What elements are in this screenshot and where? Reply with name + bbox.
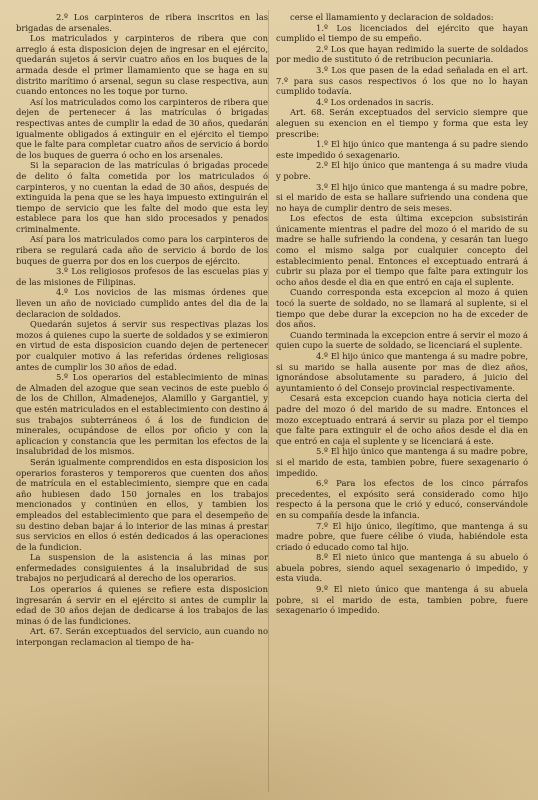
left-column-paragraph: 3.º Los religiosos profesos de las escuelas pias y de las misiones de Filipinas.	[16, 266, 268, 287]
right-column-paragraph: 7.º El hijo único, ilegítimo, que mantenga á su madre pobre, que fuere célibe ó viuda, habiéndole esta criado ó educado como tal hijo.	[276, 520, 528, 552]
right-column-paragraph: 5.º El hijo único que mantenga á su madre pobre, si el marido de esta, tambien pobre, fuere sexagenario ó impedido.	[276, 446, 528, 478]
right-column-paragraph: Cuando corresponda esta excepcion al mozo á quien tocó la suerte de soldado, no se llamará al suplente, si el tiempo que debe durar la excepcion no ha de exceder de dos años.	[276, 287, 528, 330]
right-column-paragraph: 8.º El nieto único que mantenga á su abuelo ó abuela pobres, siendo aquel sexagenario ó impedido, y esta viuda.	[276, 552, 528, 584]
left-column-paragraph: Así para los matriculados como para los carpinteros de ribera se regulará cada año de servicio á bordo de los buques de guerra por dos en los cuerpos de ejército.	[16, 234, 268, 266]
right-column-paragraph: Cuando terminada la excepcion entre á servir el mozo á quien cupo la suerte de soldado, se licenciará el suplente.	[276, 329, 528, 351]
right-column-paragraph: 1.º El hijo único que mantenga á su padre siendo este impedido ó sexagenario.	[276, 139, 528, 160]
right-column-paragraph: Art. 68. Serán exceptuados del servicio siempre que aleguen su exencion en el tiempo y forma que esta ley prescribe:	[276, 107, 528, 139]
right-column	[276, 12, 528, 792]
left-column	[16, 12, 268, 792]
right-column-paragraph: Los efectos de esta última excepcion subsistirán únicamente mientras el padre del mozo ó el marido de su madre se halle sufriendo la condena, y cesarán tan luego como el mismo salga por cualquier concepto del establecimiento penal. Entonces el exceptuado entrará á cubrir su plaza por el tiempo que falte para extinguir los ocho años desde el dia en que entró en caja el suplente.	[276, 213, 528, 287]
right-column-paragraph: 9.º El nieto único que mantenga á su abuela pobre, si el marido de esta, tambien pobre, fuere sexagenario ó impedido.	[276, 584, 528, 616]
right-column-paragraph: 4.º Los ordenados in sacris.	[316, 96, 434, 107]
left-column-paragraph: 5.º Los operarios del establecimiento de minas de Almaden del azogue que sean vecinos de este pueblo ó de los de Chillon, Almadenejos, Alamillo y Gargantiel, y que estén matriculados en el establecimiento con destino á sus trabajos subterráneos ó á los de fundicion de minerales, ocupándose de ellos por oficio y con la aplicacion y constancia que les permitan los efectos de la insalubridad de los mismos.	[16, 372, 268, 457]
left-column-paragraph: La suspension de la asistencia á las minas por enfermedades consiguientes á la insalubridad de sus trabajos no perjudicará al derecho de los operarios.	[16, 552, 268, 584]
left-column-paragraph: Los matriculados y carpinteros de ribera que con arreglo á esta disposicion dejen de ingresar en el ejército, quedarán sujetos á servir cuatro años en los buques de la armada desde el primer llamamiento que se haga en su distrito marítimo ó arsenal, segun su clase respectiva, aun cuando entonces no les toque por turno.	[16, 33, 268, 97]
right-column-paragraph: 3.º Los que pasen de la edad señalada en el art. 7.º para sus casos respectivos ó los que no lo hayan cumplido todavía.	[276, 64, 528, 97]
column-divider	[268, 10, 269, 792]
left-column-paragraph: 4.º Los novicios de las mismas órdenes que lleven un año de noviciado cumplido antes del dia de la declaracion de soldados.	[16, 287, 268, 319]
right-column-paragraph: Cesará esta excepcion cuando haya noticia cierta del padre del mozo ó del marido de su madre. Entonces el mozo exceptuado entrará á servir su plaza por el tiempo que falte para extinguir el de ocho años desde el dia en que entró en caja el suplente y se licenciará á este.	[276, 393, 528, 446]
right-column-paragraph: 4.º El hijo único que mantenga á su madre pobre, si su marido se halla ausente por mas de diez años, ignorándose absolutamente su paradero, á juicio del ayuntamiento ó del Consejo provincial respectivamente.	[276, 351, 528, 393]
left-column-paragraph: Art. 67. Serán exceptuados del servicio, aun cuando no interpongan reclamacion al tiempo de ha-	[16, 626, 268, 648]
right-column-paragraph: 2.º El hijo único que mantenga á su madre viuda y pobre.	[276, 160, 528, 181]
left-column-paragraph: Si la separacion de las matrículas ó brigadas procede de delito ó falta cometida por los matriculados ó carpinteros, y no cuentan la edad de 30 años, después de extinguida la pena que se les haya impuesto extinguirán el tiempo de servicio que les falte del modo que esta ley establece para los que han sido procesados y penados criminalmente.	[16, 160, 268, 234]
left-column-paragraph: Así los matriculados como los carpinteros de ribera que dejen de pertenecer á las matrículas ó brigadas respectivas antes de cumplir la edad de 30 años, quedarán igualmente obligados á extinguir en el ejército el tiempo que le falte para completar cuatro años de servicio á bordo de los buques de guerra ó ocho en los arsenales.	[16, 96, 268, 160]
right-column-paragraph: 1.º Los licenciados del ejército que hayan cumplido el tiempo de su empeño.	[276, 22, 528, 44]
left-column-paragraph: Los operarios á quienes se refiere esta disposicion ingresarán á servir en el ejército si antes de cumplir la edad de 30 años dejan de dedicarse á los trabajos de las minas ó de las fundiciones.	[16, 584, 268, 626]
right-column-paragraph: cerse el llamamiento y declaracion de soldados:	[290, 12, 494, 22]
left-column-paragraph: Serán igualmente comprendidos en esta disposicion los operarios forasteros y temporeros que cuenten dos años de matrícula en el establecimiento, siempre que en cada año hubiesen dado 150 jornales en los trabajos mencionados y continúen en ellos, y tambien los empleados del establecimiento que para el desempeño de su destino deban bajar á lo interior de las minas á prestar sus servicios en ellos ó estén dedicados á las operaciones de la fundicion.	[16, 456, 268, 552]
right-column-paragraph: 6.º Para los efectos de los cinco párrafos precedentes, el expósito será considerado como hijo respecto á la persona que le crió y educó, conservándole en su compañía desde la infancia.	[276, 478, 528, 520]
left-column-paragraph: 2.º Los carpinteros de ribera inscritos en las brigadas de arsenales.	[16, 12, 268, 33]
right-column-paragraph: 2.º Los que hayan redimido la suerte de soldados por medio de sustituto ó de retribucion pecuniaria.	[276, 43, 528, 65]
left-column-paragraph: Quedarán sujetos á servir sus respectivas plazas los mozos á quienes cupo la suerte de soldados y se eximieron en virtud de esta disposicion cuando dejen de pertenecer por cualquier motivo á las referidas órdenes religiosas antes de cumplir los 30 años de edad.	[16, 319, 268, 372]
right-column-paragraph: 3.º El hijo único que mantenga á su madre pobre, si el marido de esta se hallare sufriendo una condena que no haya de cumplir dentro de seis meses.	[276, 181, 528, 213]
